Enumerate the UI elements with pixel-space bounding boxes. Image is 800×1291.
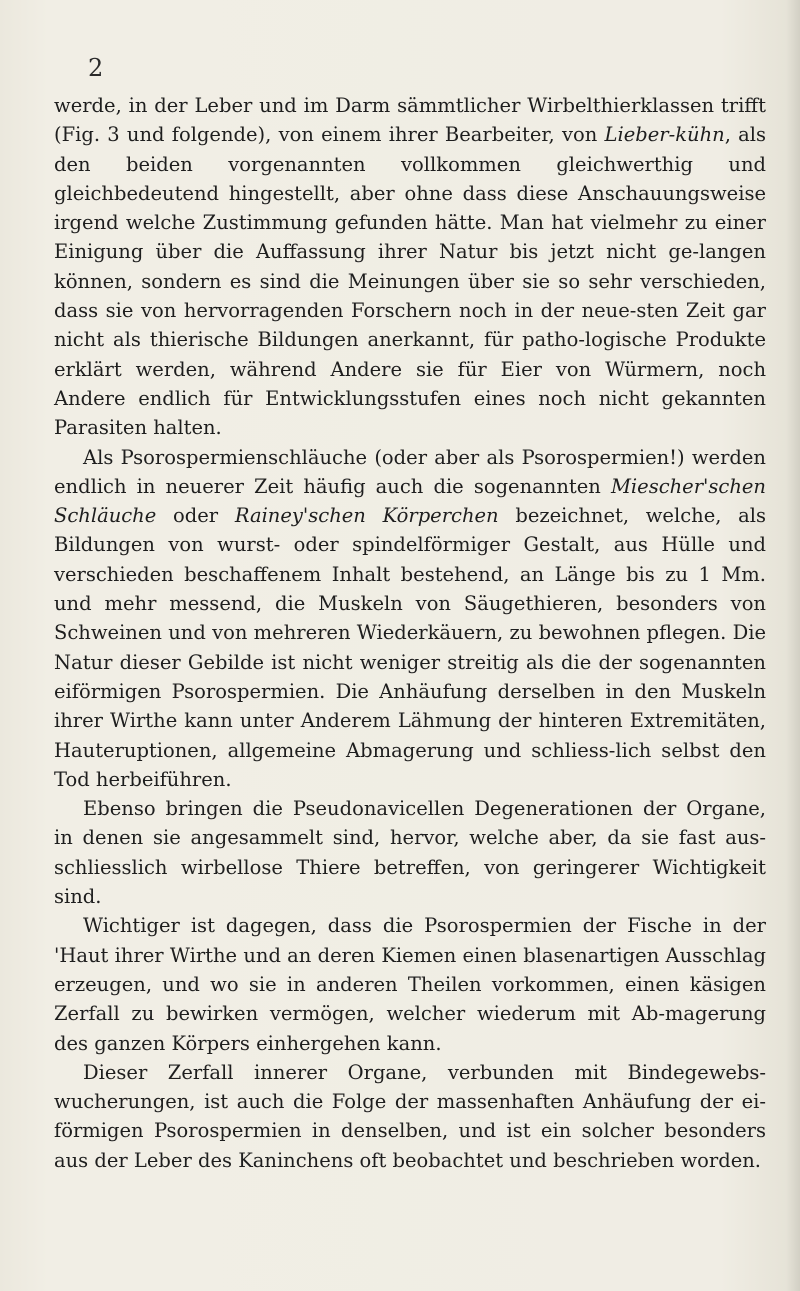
italic-text-run: Rainey'schen Körperchen [234,504,499,528]
body-text [54,91,766,1175]
text-run: Als Psorospermienschläuche (oder aber als Psorospermien!) werden endlich in neuerer Zeit häufig auch die sogenannten [54,445,766,498]
text-run: Ebenso bringen die Pseudonavicellen Degenerationen der Organe, in denen sie angesammelt sind, hervor, welche aber, da sie fast aus-schliesslich wirbellose Thiere betreffen, von geringerer Wichtigkeit sind. [54,797,766,909]
text-run: bezeichnet, welche, als Bildungen von wurst- oder spindelförmiger Gestalt, aus Hülle und verschieden beschaffenem Inhalt bestehend, an Länge bis zu 1 Mm. und mehr messend, die Muskeln von Säugethieren, besonders von Schweinen und von mehreren Wiederkäuern, zu bewohnen pflegen. Die Natur dieser Gebilde ist nicht weniger streitig als die der sogenannten eiförmigen Psorospermien. Die Anhäufung derselben in den Muskeln ihrer Wirthe kann unter Anderem Lähmung der hinteren Extremitäten, Hauteruptionen, allgemeine Abmagerung und schliess-lich selbst den Tod herbeiführen. [54,504,767,791]
paragraph-5 [54,1058,766,1175]
text-run: Dieser Zerfall innerer Organe, verbunden mit Bindegewebs-wucherungen, ist auch die Folge der massenhaften Anhäufung der ei-förmigen Psorospermien in denselben, und ist ein solcher besonders aus der Leber des Kaninchens oft beobachtet und beschrieben worden. [54,1060,766,1172]
page-number: 2 [88,54,104,82]
italic-text-run: Lieber-kühn [604,123,725,147]
text-run: werde, in der Leber und im Darm sämmtlicher Wirbelthierklassen trifft (Fig. 3 und folgende), von einem ihrer Bearbeiter, von [54,94,766,147]
text-run: Wichtiger ist dagegen, dass die Psorospermien der Fische in der 'Haut ihrer Wirthe und an deren Kiemen einen blasenartigen Ausschlag erzeugen, und wo sie in anderen Theilen vorkommen, einen käsigen Zerfall zu bewirken vermögen, welcher wiederum mit Ab-magerung des ganzen Körpers einhergehen kann. [54,914,766,1055]
paragraph-2 [54,443,766,795]
paragraph-3 [54,794,766,911]
text-run: oder [156,504,235,528]
text-run: , als den beiden vorgenannten vollkommen gleichwerthig und gleichbedeutend hingestellt, aber ohne dass diese Anschauungsweise irgend welche Zustimmung gefunden hätte. Man hat vielmehr zu einer Einigung über die Auffassung ihrer Natur bis jetzt nicht ge-langen können, sondern es sind die Meinungen über sie so sehr verschieden, dass sie von hervorragenden Forschern noch in der neue-sten Zeit gar nicht als thierische Bildungen anerkannt, für patho-logische Produkte erklärt werden, während Andere sie für Eier von Würmern, noch Andere endlich für Entwicklungsstufen eines noch nicht gekannten Parasiten halten. [54,123,766,440]
paragraph-1 [54,91,766,443]
scan-edge-shadow [786,0,800,1291]
italic-text-run: Miescher'schen Schläuche [54,474,766,528]
paragraph-4 [54,911,766,1057]
